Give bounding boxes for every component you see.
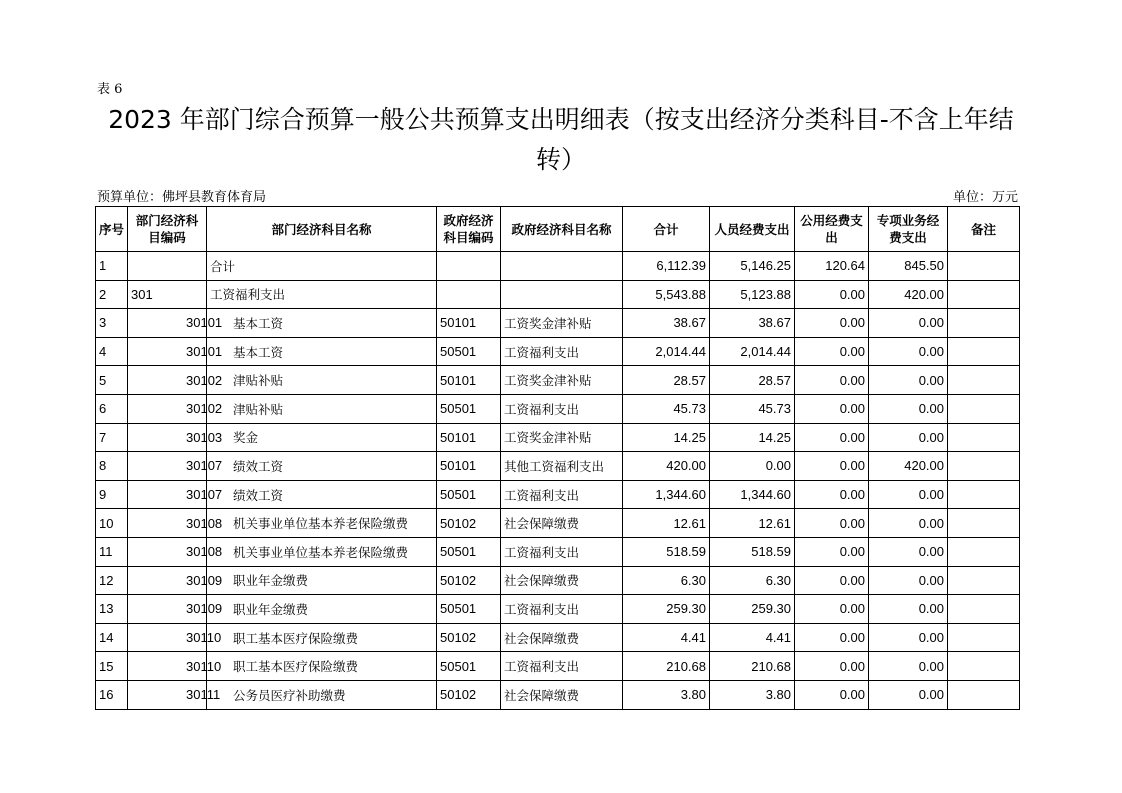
- table-row: [96, 252, 1020, 281]
- cell-dept-code: 30111: [128, 680, 207, 709]
- cell-gov-name: 社会保障缴费: [501, 680, 623, 709]
- cell-personnel: 38.67: [710, 309, 795, 338]
- cell-public: 0.00: [795, 566, 869, 595]
- column-header-dept-name: 部门经济科目名称: [207, 207, 437, 252]
- cell-gov-code: 50501: [437, 652, 501, 681]
- currency-unit-label: 单位：万元: [952, 190, 1018, 205]
- cell-gov-name: 社会保障缴费: [501, 623, 623, 652]
- cell-special: 0.00: [869, 652, 948, 681]
- table-row: [96, 480, 1020, 509]
- cell-personnel: 518.59: [710, 537, 795, 566]
- cell-personnel: 3.80: [710, 680, 795, 709]
- cell-dept-name: 工资福利支出: [207, 280, 437, 309]
- cell-dept-name: 机关事业单位基本养老保险缴费: [207, 537, 437, 566]
- cell-note: [948, 309, 1020, 338]
- cell-seq: 7: [96, 423, 128, 452]
- table-row: [96, 623, 1020, 652]
- cell-gov-name: 工资福利支出: [501, 480, 623, 509]
- cell-gov-name: 工资奖金津补贴: [501, 366, 623, 395]
- column-header-gov-name: 政府经济科目名称: [501, 207, 623, 252]
- cell-note: [948, 537, 1020, 566]
- cell-total: 6,112.39: [623, 252, 710, 281]
- budget-unit-label: 预算单位：佛坪县教育体育局: [97, 190, 267, 205]
- cell-total: 5,543.88: [623, 280, 710, 309]
- cell-special: 0.00: [869, 623, 948, 652]
- cell-dept-name: 合计: [207, 252, 437, 281]
- cell-public: 0.00: [795, 309, 869, 338]
- cell-dept-code: 30107: [128, 452, 207, 481]
- cell-dept-name: 职工基本医疗保险缴费: [207, 652, 437, 681]
- cell-gov-code: 50101: [437, 309, 501, 338]
- cell-dept-name: 机关事业单位基本养老保险缴费: [207, 509, 437, 538]
- cell-gov-name: 工资奖金津补贴: [501, 423, 623, 452]
- table-header-row: [96, 207, 1020, 252]
- cell-total: 259.30: [623, 595, 710, 624]
- table-row: [96, 366, 1020, 395]
- column-header-dept-code: 部门经济科目编码: [128, 207, 207, 252]
- cell-public: 0.00: [795, 623, 869, 652]
- cell-gov-code: [437, 280, 501, 309]
- cell-dept-code: 30107: [128, 480, 207, 509]
- cell-special: 0.00: [869, 366, 948, 395]
- column-header-special: 专项业务经费支出: [869, 207, 948, 252]
- cell-public: 0.00: [795, 337, 869, 366]
- cell-personnel: 1,344.60: [710, 480, 795, 509]
- cell-public: 0.00: [795, 680, 869, 709]
- cell-note: [948, 337, 1020, 366]
- cell-public: 0.00: [795, 509, 869, 538]
- cell-public: 0.00: [795, 652, 869, 681]
- cell-note: [948, 623, 1020, 652]
- cell-personnel: 28.57: [710, 366, 795, 395]
- cell-note: [948, 280, 1020, 309]
- cell-gov-name: 工资福利支出: [501, 652, 623, 681]
- cell-total: 28.57: [623, 366, 710, 395]
- cell-special: 0.00: [869, 595, 948, 624]
- cell-personnel: 6.30: [710, 566, 795, 595]
- cell-total: 3.80: [623, 680, 710, 709]
- cell-note: [948, 680, 1020, 709]
- cell-note: [948, 452, 1020, 481]
- table-row: [96, 509, 1020, 538]
- cell-dept-name: 绩效工资: [207, 452, 437, 481]
- cell-seq: 5: [96, 366, 128, 395]
- cell-special: 0.00: [869, 480, 948, 509]
- table-row: [96, 680, 1020, 709]
- table-body: [96, 252, 1020, 710]
- cell-total: 1,344.60: [623, 480, 710, 509]
- table-row: [96, 280, 1020, 309]
- cell-note: [948, 480, 1020, 509]
- cell-seq: 10: [96, 509, 128, 538]
- cell-dept-name: 基本工资: [207, 337, 437, 366]
- cell-note: [948, 252, 1020, 281]
- cell-dept-code: 30101: [128, 337, 207, 366]
- cell-gov-code: 50501: [437, 595, 501, 624]
- table-row: [96, 595, 1020, 624]
- cell-note: [948, 652, 1020, 681]
- table-row: [96, 423, 1020, 452]
- cell-seq: 2: [96, 280, 128, 309]
- cell-dept-code: 30109: [128, 595, 207, 624]
- cell-special: 0.00: [869, 309, 948, 338]
- cell-dept-code: 30108: [128, 537, 207, 566]
- cell-public: 0.00: [795, 595, 869, 624]
- cell-note: [948, 394, 1020, 423]
- cell-dept-code: 30101: [128, 309, 207, 338]
- cell-note: [948, 366, 1020, 395]
- cell-seq: 9: [96, 480, 128, 509]
- cell-total: 4.41: [623, 623, 710, 652]
- cell-personnel: 2,014.44: [710, 337, 795, 366]
- cell-dept-name: 职业年金缴费: [207, 595, 437, 624]
- cell-dept-code: 30109: [128, 566, 207, 595]
- table-row: [96, 452, 1020, 481]
- table-row: [96, 309, 1020, 338]
- table-row: [96, 394, 1020, 423]
- cell-public: 0.00: [795, 480, 869, 509]
- cell-personnel: 4.41: [710, 623, 795, 652]
- cell-gov-name: 工资福利支出: [501, 595, 623, 624]
- cell-gov-name: 社会保障缴费: [501, 509, 623, 538]
- cell-gov-code: 50501: [437, 537, 501, 566]
- cell-gov-name: 工资福利支出: [501, 337, 623, 366]
- cell-personnel: 12.61: [710, 509, 795, 538]
- cell-seq: 16: [96, 680, 128, 709]
- cell-seq: 15: [96, 652, 128, 681]
- cell-total: 45.73: [623, 394, 710, 423]
- cell-public: 0.00: [795, 394, 869, 423]
- cell-gov-code: 50101: [437, 452, 501, 481]
- cell-seq: 13: [96, 595, 128, 624]
- column-header-personnel: 人员经费支出: [710, 207, 795, 252]
- cell-dept-name: 公务员医疗补助缴费: [207, 680, 437, 709]
- cell-gov-name: [501, 252, 623, 281]
- cell-special: 0.00: [869, 566, 948, 595]
- cell-public: 0.00: [795, 366, 869, 395]
- cell-seq: 11: [96, 537, 128, 566]
- cell-seq: 8: [96, 452, 128, 481]
- cell-dept-name: 津贴补贴: [207, 366, 437, 395]
- table-row: [96, 337, 1020, 366]
- cell-dept-code: [128, 252, 207, 281]
- cell-seq: 12: [96, 566, 128, 595]
- cell-seq: 1: [96, 252, 128, 281]
- cell-personnel: 0.00: [710, 452, 795, 481]
- table-number: 表 6: [97, 82, 123, 97]
- cell-personnel: 210.68: [710, 652, 795, 681]
- column-header-total: 合计: [623, 207, 710, 252]
- cell-dept-code: 30103: [128, 423, 207, 452]
- cell-total: 12.61: [623, 509, 710, 538]
- expenditure-detail-table: [95, 206, 1020, 710]
- cell-gov-code: 50501: [437, 480, 501, 509]
- cell-gov-name: 社会保障缴费: [501, 566, 623, 595]
- cell-dept-name: 奖金: [207, 423, 437, 452]
- cell-public: 0.00: [795, 452, 869, 481]
- cell-gov-name: 工资奖金津补贴: [501, 309, 623, 338]
- column-header-public: 公用经费支出: [795, 207, 869, 252]
- cell-special: 0.00: [869, 394, 948, 423]
- cell-note: [948, 423, 1020, 452]
- cell-gov-name: 其他工资福利支出: [501, 452, 623, 481]
- table-row: [96, 566, 1020, 595]
- cell-special: 0.00: [869, 337, 948, 366]
- cell-dept-code: 30102: [128, 366, 207, 395]
- cell-personnel: 5,146.25: [710, 252, 795, 281]
- cell-total: 2,014.44: [623, 337, 710, 366]
- cell-dept-code: 301: [128, 280, 207, 309]
- cell-special: 0.00: [869, 680, 948, 709]
- cell-dept-code: 30110: [128, 652, 207, 681]
- cell-gov-code: 50501: [437, 337, 501, 366]
- cell-public: 0.00: [795, 423, 869, 452]
- cell-special: 0.00: [869, 509, 948, 538]
- cell-gov-code: 50102: [437, 509, 501, 538]
- cell-gov-code: [437, 252, 501, 281]
- cell-dept-name: 津贴补贴: [207, 394, 437, 423]
- cell-gov-code: 50102: [437, 680, 501, 709]
- cell-dept-name: 职业年金缴费: [207, 566, 437, 595]
- cell-note: [948, 595, 1020, 624]
- cell-total: 38.67: [623, 309, 710, 338]
- cell-seq: 4: [96, 337, 128, 366]
- cell-dept-name: 职工基本医疗保险缴费: [207, 623, 437, 652]
- column-header-seq: 序号: [96, 207, 128, 252]
- cell-dept-name: 基本工资: [207, 309, 437, 338]
- cell-seq: 3: [96, 309, 128, 338]
- cell-special: 420.00: [869, 280, 948, 309]
- cell-gov-code: 50102: [437, 566, 501, 595]
- cell-dept-code: 30108: [128, 509, 207, 538]
- cell-public: 0.00: [795, 537, 869, 566]
- cell-total: 518.59: [623, 537, 710, 566]
- cell-gov-code: 50101: [437, 423, 501, 452]
- cell-dept-code: 30102: [128, 394, 207, 423]
- cell-total: 210.68: [623, 652, 710, 681]
- cell-note: [948, 509, 1020, 538]
- cell-special: 420.00: [869, 452, 948, 481]
- table-row: [96, 652, 1020, 681]
- cell-personnel: 45.73: [710, 394, 795, 423]
- cell-gov-name: [501, 280, 623, 309]
- cell-note: [948, 566, 1020, 595]
- column-header-gov-code: 政府经济科目编码: [437, 207, 501, 252]
- cell-seq: 6: [96, 394, 128, 423]
- cell-special: 0.00: [869, 423, 948, 452]
- cell-dept-name: 绩效工资: [207, 480, 437, 509]
- page-title: 2023 年部门综合预算一般公共预算支出明细表（按支出经济分类科目-不含上年结转）: [108, 105, 1014, 174]
- cell-gov-code: 50101: [437, 366, 501, 395]
- cell-public: 0.00: [795, 280, 869, 309]
- cell-public: 120.64: [795, 252, 869, 281]
- cell-gov-name: 工资福利支出: [501, 394, 623, 423]
- cell-special: 845.50: [869, 252, 948, 281]
- cell-personnel: 14.25: [710, 423, 795, 452]
- cell-personnel: 5,123.88: [710, 280, 795, 309]
- table-row: [96, 537, 1020, 566]
- cell-gov-name: 工资福利支出: [501, 537, 623, 566]
- cell-special: 0.00: [869, 537, 948, 566]
- cell-total: 6.30: [623, 566, 710, 595]
- cell-dept-code: 30110: [128, 623, 207, 652]
- cell-gov-code: 50102: [437, 623, 501, 652]
- cell-seq: 14: [96, 623, 128, 652]
- column-header-note: 备注: [948, 207, 1020, 252]
- cell-gov-code: 50501: [437, 394, 501, 423]
- cell-personnel: 259.30: [710, 595, 795, 624]
- cell-total: 420.00: [623, 452, 710, 481]
- cell-total: 14.25: [623, 423, 710, 452]
